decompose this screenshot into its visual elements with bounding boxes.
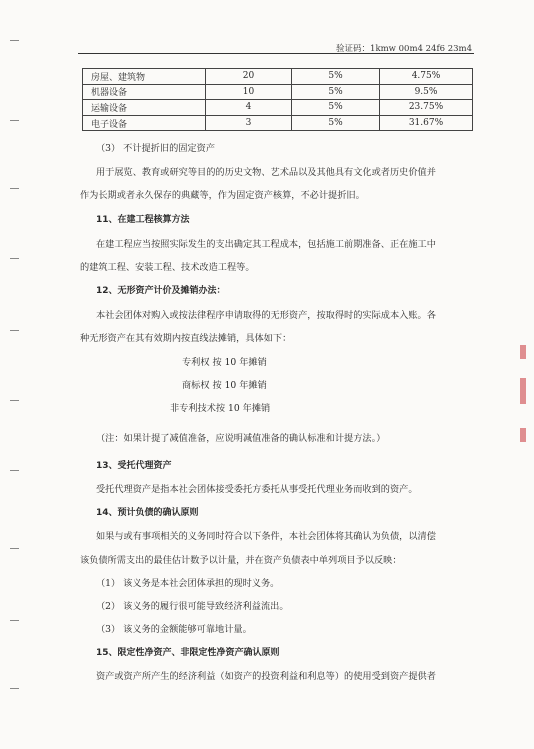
list-item: （3） 该义务的金额能够可靠地计量。 [96, 624, 252, 635]
table-row [83, 115, 473, 131]
depreciation-table [82, 68, 473, 131]
margin-mark [10, 400, 19, 401]
table-row [83, 69, 473, 85]
table-cell-category: 运输设备 [83, 100, 206, 116]
paragraph-line: 在建工程应当按照实际发生的支出确定其工程成本，包括施工前期准备、正在施工中 [96, 239, 436, 250]
table-cell-years: 3 [206, 115, 292, 131]
margin-mark [10, 688, 19, 689]
section-heading: 12、无形资产计价及摊销办法： [96, 286, 226, 296]
verification-code: 验证码：1kmw 00m4 24f6 23m4 [336, 44, 472, 54]
paragraph-line: 非专利技术按 10 年摊销 [170, 403, 271, 414]
paragraph-line: 受托代理资产是指本社会团体接受委托方委托从事受托代理业务而收到的资产。 [96, 484, 418, 495]
margin-mark [10, 548, 19, 549]
margin-mark [10, 120, 19, 121]
paragraph-line: 种无形资产在其有效期内按直线法摊销，具体如下： [80, 333, 292, 344]
paragraph-line: 作为长期或者永久保存的典藏等，作为固定资产核算，不必计提折旧。 [80, 190, 365, 201]
table-cell-residual: 5% [292, 115, 380, 131]
list-item: （2） 该义务的履行很可能导致经济利益流出。 [96, 601, 289, 612]
table-cell-years: 4 [206, 100, 292, 116]
margin-mark [10, 470, 19, 471]
table-row [83, 100, 473, 116]
paragraph-line: （注：如果计提了减值准备，应说明减值准备的确认标准和计提方法。） [96, 433, 386, 444]
margin-mark [10, 258, 19, 259]
section-heading: 13、受托代理资产 [96, 461, 172, 471]
table-cell-rate: 4.75% [380, 69, 473, 85]
table-cell-category: 电子设备 [83, 115, 206, 131]
table-cell-years: 20 [206, 69, 292, 85]
table-cell-residual: 5% [292, 84, 380, 100]
table-cell-years: 10 [206, 84, 292, 100]
seal-fragment [520, 378, 526, 404]
paragraph-line: 该负债所需支出的最佳估计数予以计量，并在资产负债表中单列项目予以反映： [80, 555, 402, 566]
table-cell-rate: 23.75% [380, 100, 473, 116]
table-cell-category: 机器设备 [83, 84, 206, 100]
margin-mark [10, 330, 19, 331]
paragraph-line: 用于展览、教育或研究等目的的历史文物、艺术品以及其他具有文化或者历史价值并 [96, 167, 436, 178]
table-cell-rate: 31.67% [380, 115, 473, 131]
seal-fragment [520, 345, 526, 359]
table-cell-rate: 9.5% [380, 84, 473, 100]
margin-mark [10, 40, 19, 41]
section-heading: 11、在建工程核算方法 [96, 215, 190, 225]
table-cell-residual: 5% [292, 100, 380, 116]
table-row [83, 84, 473, 100]
paragraph-line: 的建筑工程、安装工程、技术改造工程等。 [80, 262, 255, 273]
table-cell-category: 房屋、建筑物 [83, 69, 206, 85]
margin-mark [10, 620, 19, 621]
paragraph-line: 如果与或有事项相关的义务同时符合以下条件，本社会团体将其确认为负债，以清偿 [96, 531, 436, 542]
header-rule [78, 53, 474, 54]
section-heading: 14、预计负债的确认原则 [96, 508, 199, 518]
paragraph-line: 资产或资产所产生的经济利益（如资产的投资利益和利息等）的使用受到资产提供者 [96, 671, 436, 682]
margin-mark [10, 188, 19, 189]
paragraph-line: 专利权 按 10 年摊销 [182, 357, 267, 368]
section-heading: 15、限定性净资产、非限定性净资产确认原则 [96, 648, 280, 658]
seal-fragment [520, 428, 526, 442]
paragraph-line: 商标权 按 10 年摊销 [182, 380, 267, 391]
list-item: （1） 该义务是本社会团体承担的现时义务。 [96, 578, 280, 589]
paragraph-line: 本社会团体对购入或按法律程序申请取得的无形资产，按取得时的实际成本入账。各 [96, 310, 436, 321]
paragraph-line: （3） 不计提折旧的固定资产 [96, 143, 216, 154]
table-cell-residual: 5% [292, 69, 380, 85]
